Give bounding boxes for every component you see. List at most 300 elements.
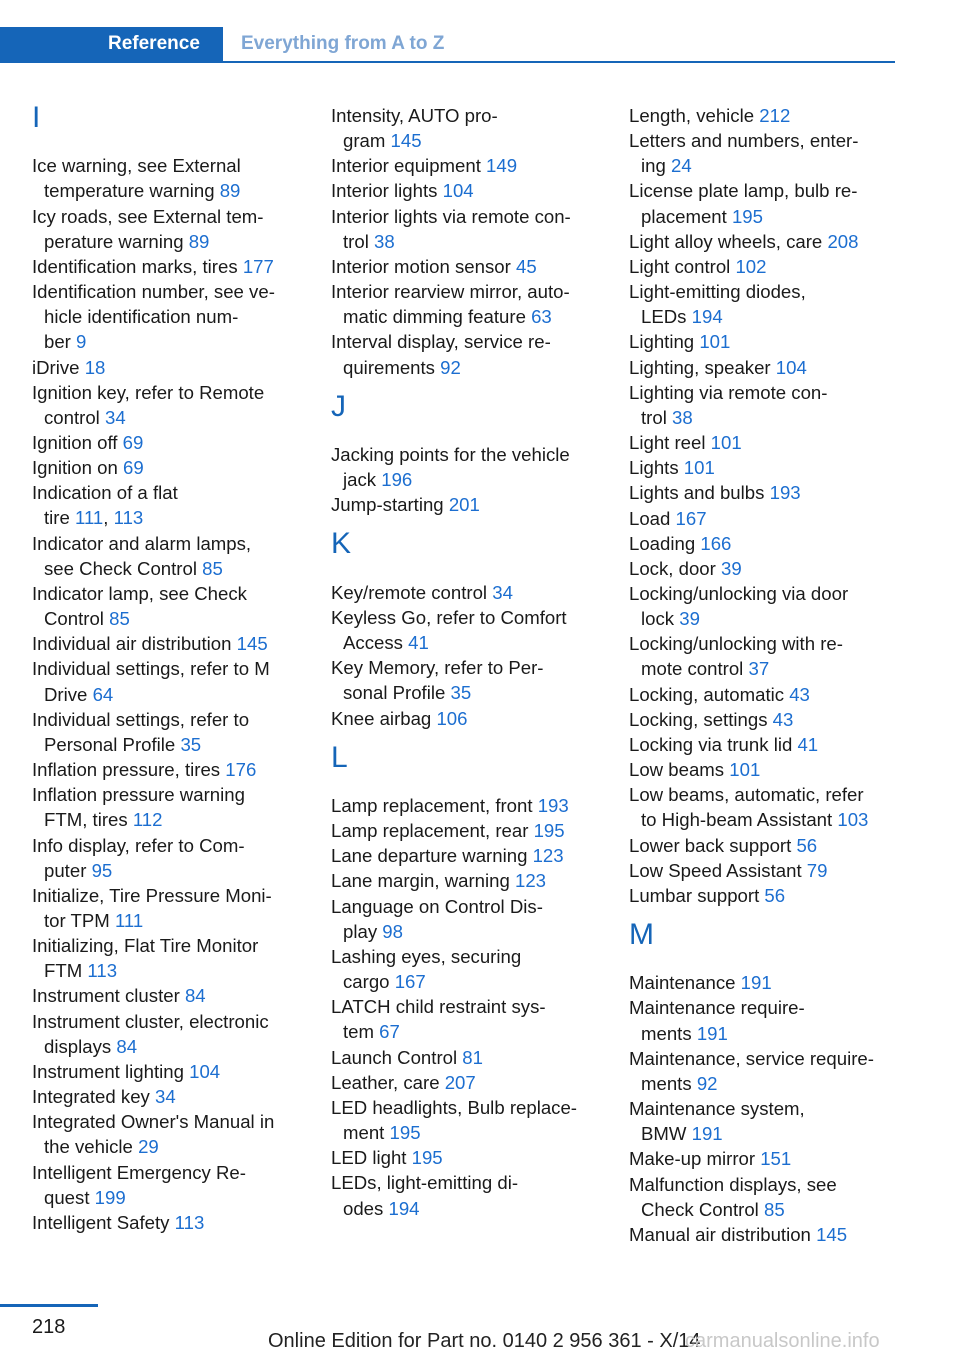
entry-text: Info display, refer to Com-: [32, 834, 245, 856]
page-link[interactable]: 101: [710, 432, 742, 454]
entry-text: trol: [343, 230, 369, 252]
index-entry: [331, 492, 601, 517]
index-entry: [629, 430, 897, 455]
index-entry: [331, 894, 601, 944]
page-link[interactable]: 84: [116, 1035, 138, 1057]
entry-text: Intelligent Safety: [32, 1211, 170, 1233]
entry-text: tire: [44, 507, 70, 529]
entry-text: Access: [343, 632, 403, 654]
index-entry: [629, 103, 897, 128]
index-entry: [629, 480, 897, 505]
page-link[interactable]: 92: [440, 356, 461, 378]
page-number: 218: [32, 1316, 66, 1338]
entry-text: placement: [641, 205, 727, 227]
index-entry: [331, 103, 601, 153]
entry-text: Ignition on: [32, 457, 118, 479]
entry-text: tem: [343, 1021, 374, 1043]
page-link[interactable]: 195: [533, 820, 565, 842]
entry-text: quirements: [343, 356, 435, 378]
page-link[interactable]: 104: [775, 356, 807, 378]
page-link[interactable]: 79: [806, 859, 828, 881]
page-link[interactable]: 39: [721, 557, 742, 579]
entry-text: Intensity, AUTO pro-: [331, 105, 498, 126]
index-entry: [32, 983, 302, 1008]
section-letter: J: [331, 389, 346, 423]
index-entry: [629, 1096, 897, 1146]
index-entry: [32, 1009, 302, 1059]
page-link[interactable]: 24: [671, 155, 692, 177]
page-link[interactable]: 103: [837, 809, 869, 831]
page-link[interactable]: 191: [740, 972, 772, 994]
page-link[interactable]: 191: [696, 1022, 728, 1044]
entry-text: Initializing, Flat Tire Monitor: [32, 935, 259, 957]
entry-text: control: [44, 406, 100, 428]
entry-text: ments: [641, 1022, 692, 1044]
page-link[interactable]: 89: [219, 180, 241, 202]
entry-text: Icy roads, see External tem-: [32, 205, 264, 227]
index-entry: [32, 1210, 302, 1235]
page-link[interactable]: 167: [675, 507, 707, 529]
index-column-2: [331, 103, 601, 1221]
index-entry: [32, 355, 302, 380]
index-entry: [629, 506, 897, 531]
page-link[interactable]: 176: [225, 759, 257, 781]
header-bar: [0, 27, 895, 63]
entry-text: Maintenance require-: [629, 997, 805, 1019]
page-link[interactable]: 102: [735, 255, 767, 277]
page-link[interactable]: 112: [132, 809, 163, 831]
index-entry: [331, 153, 601, 178]
entry-text: ber: [44, 331, 71, 353]
edition-text: Online Edition for Part no. 0140 2 956 361 - X/14: [268, 1330, 701, 1352]
entry-text: LED headlights, Bulb replace-: [331, 1096, 577, 1118]
page-link[interactable]: 45: [516, 255, 537, 277]
entry-text: Interior lights: [331, 180, 438, 202]
entry-text: Locking/unlocking via door: [629, 582, 849, 604]
entry-text: quest: [44, 1186, 90, 1208]
index-entry: [32, 757, 302, 782]
tab-everything-a-to-z[interactable]: Everything from A to Z: [241, 33, 445, 54]
index-entry: [331, 1070, 601, 1095]
entry-text: Interior rearview mirror, auto-: [331, 281, 570, 303]
index-entry: [629, 833, 897, 858]
page-link[interactable]: 111: [114, 909, 144, 931]
page-link[interactable]: 199: [94, 1186, 126, 1208]
index-entry: [32, 430, 302, 455]
page-link[interactable]: 113: [87, 960, 118, 982]
page-link[interactable]: 123: [514, 870, 547, 892]
entry-text: Inflation pressure, tires: [32, 759, 221, 781]
entry-text: Launch Control: [331, 1046, 458, 1068]
page-link[interactable]: 38: [374, 230, 395, 252]
entry-text: Key/remote control: [331, 581, 488, 603]
page-link[interactable]: 35: [450, 682, 472, 704]
page-link[interactable]: 39: [679, 608, 700, 630]
index-entry: [331, 329, 601, 379]
index-entry: [629, 1146, 897, 1171]
page-link[interactable]: 9: [76, 331, 87, 353]
entry-text: see Check Control: [44, 557, 197, 579]
index-entry: [629, 254, 897, 279]
entry-text: puter: [44, 859, 87, 881]
entry-text: jack: [343, 469, 377, 491]
entry-text: Leather, care: [331, 1071, 440, 1093]
entry-text: sonal Profile: [343, 682, 446, 704]
page-link[interactable]: 193: [769, 482, 801, 504]
index-entry: [32, 153, 302, 203]
index-entry: [629, 229, 897, 254]
entry-text: Identification number, see ve-: [32, 281, 275, 303]
index-entry: [331, 204, 601, 254]
index-entry: [32, 933, 302, 983]
entry-text: Make-up mirror: [629, 1148, 756, 1170]
entry-text: Maintenance, service require-: [629, 1047, 874, 1069]
entry-text: Interior equipment: [331, 155, 481, 177]
page-link[interactable]: 145: [816, 1223, 848, 1245]
page-link[interactable]: 43: [789, 683, 810, 705]
entry-text: Individual settings, refer to: [32, 708, 250, 730]
entry-text: ment: [343, 1122, 385, 1144]
entry-text: Interior lights via remote con-: [331, 205, 571, 227]
entry-text: Inflation pressure warning: [32, 784, 245, 806]
page-link[interactable]: 89: [188, 230, 210, 252]
entry-text: Locking via trunk lid: [629, 733, 793, 755]
entry-text: Ignition key, refer to Remote: [32, 381, 265, 403]
entry-text: Ignition off: [32, 432, 118, 454]
entry-text: Light-emitting diodes,: [629, 281, 806, 303]
index-entry: [629, 970, 897, 995]
page-link[interactable]: 195: [731, 205, 763, 227]
page-link[interactable]: 212: [759, 105, 791, 126]
page-link[interactable]: 56: [764, 884, 786, 906]
tab-reference[interactable]: Reference: [0, 27, 223, 61]
index-entry: [32, 455, 302, 480]
index-entry: [629, 380, 897, 430]
entry-text: Locking/unlocking with re-: [629, 633, 843, 655]
entry-text: Lane departure warning: [331, 845, 528, 867]
page-link[interactable]: 177: [242, 255, 274, 277]
index-entry: [331, 994, 601, 1044]
entry-text: Personal Profile: [44, 733, 176, 755]
entry-text: Control: [44, 608, 104, 630]
entry-text: Intelligent Emergency Re-: [32, 1161, 246, 1183]
index-entry: [32, 707, 302, 757]
entry-text: Length, vehicle: [629, 105, 755, 126]
entry-text: Lashing eyes, securing: [331, 945, 522, 967]
page-link[interactable]: 196: [381, 469, 413, 491]
index-entry: [629, 329, 897, 354]
entry-text: Language on Control Dis-: [331, 895, 543, 917]
entry-text: the vehicle: [44, 1136, 133, 1158]
page-link[interactable]: 63: [531, 306, 552, 328]
entry-text: ments: [641, 1072, 692, 1094]
entry-text: Low beams: [629, 759, 725, 781]
entry-text: odes: [343, 1197, 384, 1219]
page-link[interactable]: 81: [462, 1046, 483, 1068]
index-entry: [32, 656, 302, 706]
index-column-1: [32, 103, 302, 1235]
entry-text: Lamp replacement, rear: [331, 820, 529, 842]
index-entry: Indication of a flat tire 111, 113: [32, 482, 178, 529]
index-entry: [32, 833, 302, 883]
entry-text: Drive: [44, 683, 88, 705]
index-entry: [32, 254, 302, 279]
entry-text: lock: [641, 608, 675, 630]
page-link[interactable]: 38: [672, 406, 693, 428]
entry-text: Load: [629, 507, 671, 529]
entry-text: Check Control: [641, 1198, 759, 1220]
index-entry: [331, 944, 601, 994]
entry-text: to High-beam Assistant: [641, 809, 833, 831]
index-entry: [331, 279, 601, 329]
page-link[interactable]: 208: [827, 230, 859, 252]
index-entry: [331, 706, 601, 731]
entry-text: LEDs, light-emitting di-: [331, 1172, 519, 1194]
page-link[interactable]: 34: [155, 1086, 176, 1108]
page-link[interactable]: 195: [389, 1122, 421, 1144]
index-entry: [629, 732, 897, 757]
page-link[interactable]: 95: [91, 859, 113, 881]
entry-text: Interior motion sensor: [331, 255, 511, 277]
page-link[interactable]: 85: [202, 557, 223, 579]
page-link[interactable]: 34: [492, 581, 513, 603]
index-entry: [629, 556, 897, 581]
index-entry: [331, 655, 601, 705]
page-link[interactable]: 98: [382, 920, 403, 942]
page-link[interactable]: 35: [180, 733, 202, 755]
index-entry: [629, 1222, 897, 1247]
entry-text: Initialize, Tire Pressure Moni-: [32, 884, 272, 906]
entry-text: Lock, door: [629, 557, 716, 579]
page-link[interactable]: 84: [184, 985, 206, 1007]
entry-text: LEDs: [641, 306, 687, 328]
page-link[interactable]: 43: [772, 708, 794, 730]
index-entry: [629, 782, 897, 832]
entry-text: hicle identification num-: [44, 306, 239, 328]
entry-text: Loading: [629, 532, 696, 554]
index-entry: [331, 818, 601, 843]
entry-text: Integrated Owner's Manual in: [32, 1111, 275, 1133]
page-link[interactable]: 64: [92, 683, 114, 705]
page-link[interactable]: 145: [390, 130, 422, 152]
index-entry: [331, 1170, 601, 1220]
index-entry: [32, 380, 302, 430]
entry-text: Light reel: [629, 432, 706, 454]
section-letter: I: [32, 101, 41, 134]
entry-text: FTM, tires: [44, 809, 128, 831]
entry-text: Indicator lamp, see Check: [32, 582, 247, 604]
entry-text: Instrument cluster: [32, 985, 180, 1007]
page-link[interactable]: 41: [408, 632, 429, 654]
page-link[interactable]: 111: [75, 507, 104, 529]
entry-text: Keyless Go, refer to Comfort: [331, 606, 567, 628]
index-entry: [331, 868, 601, 893]
index-entry: [32, 782, 302, 832]
index-column-3: [629, 103, 897, 1247]
entry-text: Malfunction displays, see: [629, 1173, 837, 1195]
index-entry: [629, 682, 897, 707]
entry-text: play: [343, 920, 378, 942]
page-link[interactable]: 207: [444, 1071, 476, 1093]
entry-text: Lighting: [629, 331, 695, 353]
entry-text: LATCH child restraint sys-: [331, 996, 546, 1018]
index-entry: [629, 631, 897, 681]
page-link[interactable]: 69: [122, 457, 144, 479]
entry-text: Light alloy wheels, care: [629, 230, 823, 252]
entry-text: Letters and numbers, enter-: [629, 130, 859, 152]
entry-text: Lighting via remote con-: [629, 381, 828, 403]
index-entry: [32, 1160, 302, 1210]
page-link[interactable]: 145: [236, 633, 268, 655]
index-entry: [331, 1045, 601, 1070]
entry-text: Individual air distribution: [32, 633, 232, 655]
page-link[interactable]: 104: [442, 180, 474, 202]
index-entry: [32, 883, 302, 933]
page-link[interactable]: 166: [700, 532, 732, 554]
index-entry: [331, 1095, 601, 1145]
index-entry: [32, 581, 302, 631]
index-entry: [629, 883, 897, 908]
section-letter: K: [331, 527, 352, 561]
entry-text: temperature warning: [44, 180, 215, 202]
entry-text: Maintenance: [629, 972, 736, 994]
entry-text: matic dimming feature: [343, 306, 526, 328]
entry-text: Ice warning, see External: [32, 155, 241, 177]
page-link[interactable]: 92: [696, 1072, 718, 1094]
page-link[interactable]: 85: [109, 608, 130, 630]
entry-text: Integrated key: [32, 1086, 150, 1108]
entry-text: Key Memory, refer to Per-: [331, 657, 544, 679]
page-link[interactable]: 113: [174, 1211, 205, 1233]
page-link[interactable]: 37: [748, 658, 770, 680]
entry-text: Lamp replacement, front: [331, 795, 533, 817]
entry-text: Lane margin, warning: [331, 870, 510, 892]
index-entry: [331, 1145, 601, 1170]
page-link[interactable]: 194: [388, 1197, 420, 1219]
entry-text: Locking, settings: [629, 708, 768, 730]
entry-text: perature warning: [44, 230, 184, 252]
index-entry: [32, 1059, 302, 1084]
page-link[interactable]: 191: [691, 1123, 723, 1145]
entry-text: Identification marks, tires: [32, 255, 238, 277]
page-link[interactable]: 29: [138, 1136, 159, 1158]
entry-text: FTM: [44, 960, 83, 982]
watermark: carmanualsonline.info: [685, 1330, 880, 1352]
index-entry: [331, 605, 601, 655]
entry-text: Lumbar support: [629, 884, 760, 906]
page-link[interactable]: 56: [796, 834, 818, 856]
section-letter: M: [629, 918, 654, 951]
index-entry: [629, 1046, 897, 1096]
page-link[interactable]: 123: [532, 845, 564, 867]
entry-text: trol: [641, 406, 667, 428]
entry-text: Instrument cluster, electronic: [32, 1010, 269, 1032]
page-link[interactable]: 113: [113, 507, 144, 529]
entry-text: Interval display, service re-: [331, 331, 551, 353]
entry-text: Knee airbag: [331, 707, 432, 729]
entry-text: gram: [343, 130, 386, 152]
index-entry: [629, 279, 897, 329]
page-link[interactable]: 34: [104, 406, 126, 428]
entry-text: Maintenance system,: [629, 1098, 805, 1120]
index-entry: [629, 858, 897, 883]
entry-text: Light control: [629, 255, 731, 277]
page-link[interactable]: 85: [763, 1198, 785, 1220]
page-link[interactable]: 67: [379, 1021, 400, 1043]
entry-text: LED light: [331, 1147, 407, 1169]
index-entry: [629, 707, 897, 732]
page-link[interactable]: 151: [760, 1148, 792, 1170]
index-entry: [629, 178, 897, 228]
entry-text: tor TPM: [44, 909, 110, 931]
entry-text: displays: [44, 1035, 112, 1057]
index-entry: [629, 1172, 897, 1222]
entry-text: mote control: [641, 658, 744, 680]
index-entry: [629, 757, 897, 782]
index-entry: [32, 631, 302, 656]
page-link[interactable]: 149: [486, 155, 518, 177]
index-entry: [331, 793, 601, 818]
index-entry: [331, 442, 601, 492]
index-entry: [629, 128, 897, 178]
entry-text: Manual air distribution: [629, 1223, 811, 1245]
page-link[interactable]: 104: [189, 1060, 221, 1082]
index-entry: [32, 279, 302, 354]
index-entry: [331, 843, 601, 868]
index-entry: [629, 995, 897, 1045]
entry-text: Lights: [629, 457, 679, 479]
page-link[interactable]: 195: [411, 1147, 443, 1169]
page-link[interactable]: 106: [436, 707, 468, 729]
index-entry: [32, 1109, 302, 1159]
entry-text: Locking, automatic: [629, 683, 785, 705]
page-link[interactable]: 101: [683, 457, 715, 479]
page-link[interactable]: 201: [448, 494, 480, 516]
entry-text: Lights and bulbs: [629, 482, 765, 504]
entry-text: Lower back support: [629, 834, 792, 856]
footer-rule: [0, 1304, 98, 1307]
page-link[interactable]: 69: [122, 432, 144, 454]
entry-text: Indicator and alarm lamps,: [32, 532, 252, 554]
page-link[interactable]: 194: [691, 306, 723, 328]
entry-text: Low Speed Assistant: [629, 859, 802, 881]
index-entry: [629, 355, 897, 380]
index-entry: [32, 204, 302, 254]
page-link[interactable]: 193: [537, 795, 569, 817]
entry-text: iDrive: [32, 356, 80, 378]
page-link[interactable]: 41: [797, 733, 819, 755]
index-entry: [32, 531, 302, 581]
entry-text: ing: [641, 155, 666, 177]
entry-text: cargo: [343, 971, 390, 993]
entry-text: Individual settings, refer to M: [32, 658, 270, 680]
page-link[interactable]: 101: [729, 759, 761, 781]
index-entry: [629, 531, 897, 556]
page-link[interactable]: 18: [84, 356, 106, 378]
index-entry: [629, 455, 897, 480]
entry-text: BMW: [641, 1123, 687, 1145]
index-entry: [629, 581, 897, 631]
index-entry: [331, 254, 601, 279]
index-entry: [331, 178, 601, 203]
entry-text: Instrument lighting: [32, 1060, 184, 1082]
page-link[interactable]: 101: [699, 331, 731, 353]
index-entry: [32, 1084, 302, 1109]
entry-text: License plate lamp, bulb re-: [629, 180, 858, 202]
page-link[interactable]: 167: [394, 971, 426, 993]
index-entry: [331, 580, 601, 605]
entry-text: Lighting, speaker: [629, 356, 771, 378]
